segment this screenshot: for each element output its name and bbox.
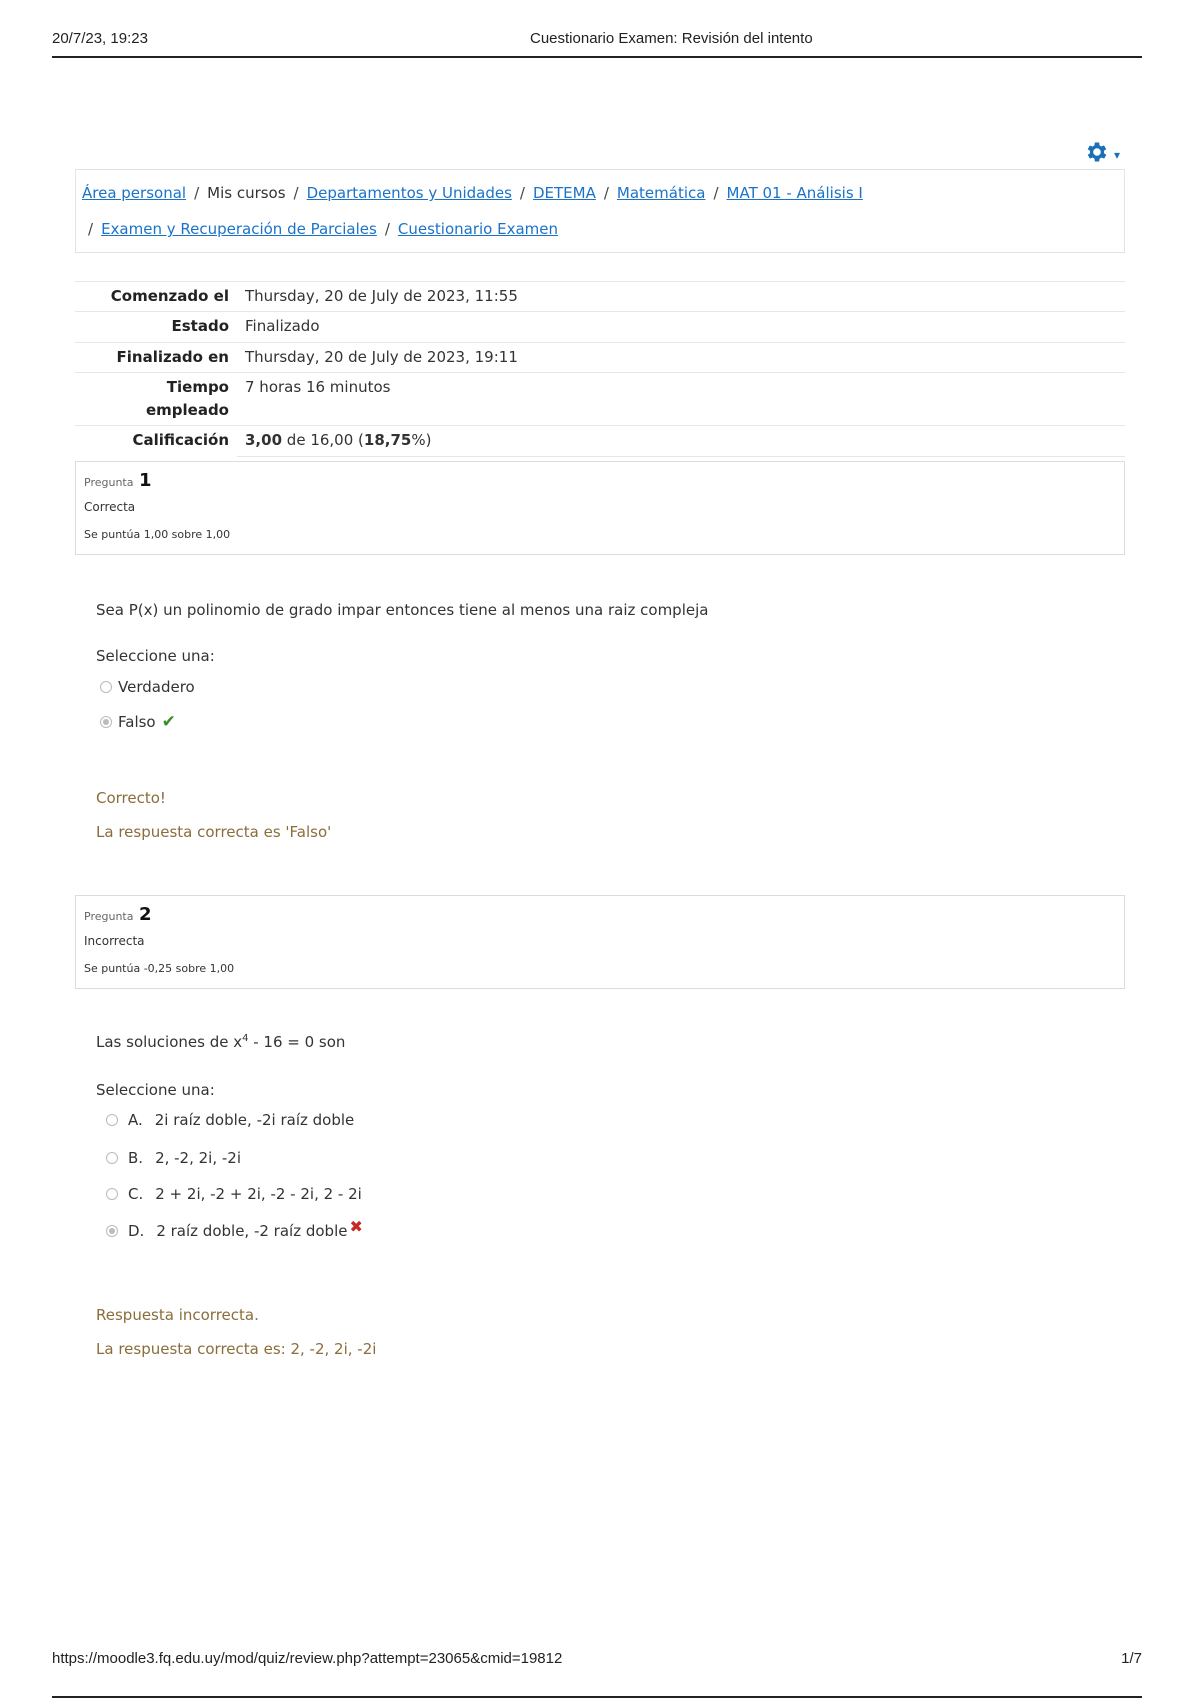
question-number-value: 1 xyxy=(138,470,152,491)
radio-button-selected[interactable] xyxy=(100,716,112,728)
check-icon: ✔ xyxy=(161,712,176,732)
radio-button[interactable] xyxy=(100,681,112,693)
summary-label-line: empleado xyxy=(145,401,229,419)
radio-button[interactable] xyxy=(106,1114,118,1126)
breadcrumb-separator: / xyxy=(713,184,719,202)
option-label: 2 + 2i, -2 + 2i, -2 - 2i, 2 - 2i xyxy=(155,1185,362,1203)
option-letter: B. xyxy=(128,1149,144,1167)
attempt-summary-table xyxy=(75,281,1125,457)
summary-value: Thursday, 20 de July de 2023, 11:55 xyxy=(237,282,1125,312)
breadcrumb-separator: / xyxy=(603,184,609,202)
summary-row-finished xyxy=(75,342,1125,372)
print-page-number: 1/7 xyxy=(1121,1650,1142,1667)
breadcrumb-separator: / xyxy=(293,184,299,202)
breadcrumb-separator: / xyxy=(519,184,525,202)
print-footer xyxy=(52,1650,1142,1698)
option-letter: A. xyxy=(128,1111,143,1129)
select-one-prompt: Seleccione una: xyxy=(96,1081,215,1099)
question-grade: Se puntúa -0,25 sobre 1,00 xyxy=(84,962,235,975)
summary-value: Thursday, 20 de July de 2023, 19:11 xyxy=(237,342,1125,372)
summary-label xyxy=(75,372,237,426)
option-letter: D. xyxy=(128,1221,145,1240)
question-text-2 xyxy=(96,1033,345,1051)
radio-button[interactable] xyxy=(106,1152,118,1164)
question-word: Pregunta xyxy=(84,476,134,489)
summary-row-started xyxy=(75,282,1125,312)
breadcrumb-matematica[interactable]: Matemática xyxy=(616,184,706,202)
question-info-1 xyxy=(75,461,1125,555)
question-text-pre: Las soluciones de x xyxy=(96,1033,243,1051)
summary-value: 7 horas 16 minutos xyxy=(237,372,1125,426)
print-url: https://moodle3.fq.edu.uy/mod/quiz/review.php?attempt=23065&cmid=19812 xyxy=(52,1650,563,1667)
breadcrumb-separator: / xyxy=(194,184,200,202)
option-a[interactable] xyxy=(106,1111,354,1129)
radio-button[interactable] xyxy=(106,1188,118,1200)
settings-menu-button[interactable] xyxy=(1084,138,1128,166)
option-b[interactable] xyxy=(106,1149,241,1167)
breadcrumb-course[interactable]: MAT 01 - Análisis I xyxy=(726,184,863,202)
question-number-value: 2 xyxy=(138,904,152,925)
summary-label: Calificación xyxy=(75,426,237,456)
option-d[interactable] xyxy=(106,1217,363,1240)
select-one-prompt: Seleccione una: xyxy=(96,647,215,665)
cross-icon: ✖ xyxy=(349,1217,363,1236)
feedback-1: Correcto! xyxy=(96,789,166,807)
grade-percent: 18,75 xyxy=(363,431,412,450)
option-label: 2, -2, 2i, -2i xyxy=(155,1149,242,1167)
question-number xyxy=(84,904,152,925)
breadcrumb-section[interactable]: Examen y Recuperación de Parciales xyxy=(101,220,377,238)
option-letter: C. xyxy=(128,1185,144,1203)
grade-of: de 16,00 ( xyxy=(286,431,364,450)
question-info-2 xyxy=(75,895,1125,989)
summary-label-line: Tiempo xyxy=(166,377,229,396)
option-falso[interactable] xyxy=(100,712,176,732)
breadcrumb-quiz[interactable]: Cuestionario Examen xyxy=(397,220,558,238)
summary-row-time xyxy=(75,372,1125,426)
grade-score: 3,00 xyxy=(245,431,283,450)
breadcrumb-area-personal[interactable]: Área personal xyxy=(82,184,187,202)
print-header xyxy=(52,28,1142,58)
breadcrumb-detema[interactable]: DETEMA xyxy=(532,184,596,202)
breadcrumb-separator: / xyxy=(88,220,94,238)
summary-value: Finalizado xyxy=(237,312,1125,342)
print-date: 20/7/23, 19:23 xyxy=(52,30,148,47)
grade-close: %) xyxy=(411,431,432,450)
feedback-2: Respuesta incorrecta. xyxy=(96,1306,259,1324)
question-text-exponent: 4 xyxy=(242,1033,249,1044)
breadcrumb-mis-cursos: Mis cursos xyxy=(207,184,286,202)
option-label: Falso xyxy=(118,713,156,731)
question-state: Correcta xyxy=(84,500,136,514)
summary-value xyxy=(237,426,1125,456)
breadcrumb-separator: / xyxy=(384,220,390,238)
question-text-post: - 16 = 0 son xyxy=(248,1033,346,1051)
question-text-1: Sea P(x) un polinomio de grado impar entonces tiene al menos una raiz compleja xyxy=(96,601,709,619)
right-answer-1: La respuesta correcta es 'Falso' xyxy=(96,823,332,841)
print-title: Cuestionario Examen: Revisión del intento xyxy=(530,30,813,47)
breadcrumb xyxy=(75,169,1125,253)
summary-label: Estado xyxy=(75,312,237,342)
option-label: 2 raíz doble, -2 raíz doble xyxy=(156,1221,348,1240)
summary-row-state xyxy=(75,312,1125,342)
breadcrumb-departamentos[interactable]: Departamentos y Unidades xyxy=(306,184,512,202)
question-state: Incorrecta xyxy=(84,934,145,948)
question-grade: Se puntúa 1,00 sobre 1,00 xyxy=(84,528,231,541)
gear-icon xyxy=(1084,139,1110,165)
summary-label: Finalizado en xyxy=(75,342,237,372)
summary-label: Comenzado el xyxy=(75,282,237,312)
right-answer-2: La respuesta correcta es: 2, -2, 2i, -2i xyxy=(96,1340,377,1358)
chevron-down-icon: ▾ xyxy=(1114,148,1121,162)
summary-row-grade xyxy=(75,426,1125,456)
option-verdadero[interactable] xyxy=(100,678,195,696)
option-label: Verdadero xyxy=(118,678,195,696)
option-label: 2i raíz doble, -2i raíz doble xyxy=(154,1111,355,1129)
radio-button-selected[interactable] xyxy=(106,1225,118,1237)
question-word: Pregunta xyxy=(84,910,134,923)
question-number xyxy=(84,470,152,491)
option-c[interactable] xyxy=(106,1185,362,1203)
